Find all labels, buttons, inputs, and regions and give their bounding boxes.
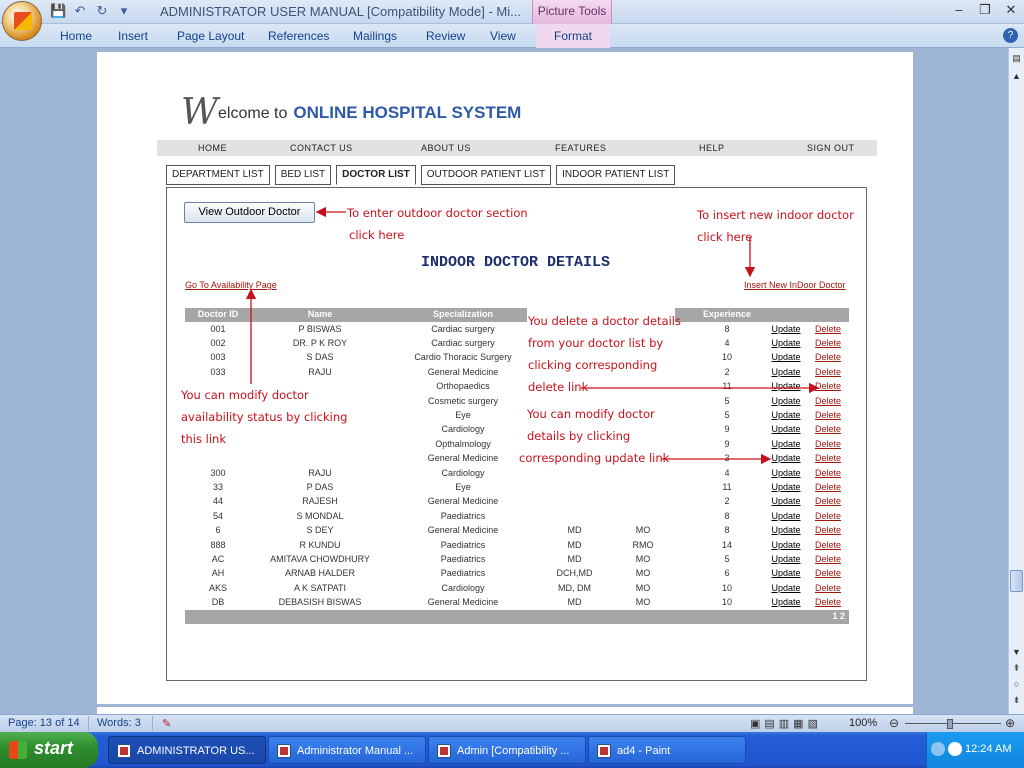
cell-name: AMITAVA CHOWDHURY — [270, 554, 370, 564]
cell-doctor-id: 033 — [210, 366, 226, 377]
taskbar-item-paint[interactable] — [588, 736, 746, 764]
view-buttons-icon[interactable]: ▣▤▥▦▧ — [750, 718, 822, 730]
annotation-line: clicking corresponding — [528, 358, 658, 372]
cell-specialization: Eye — [455, 482, 471, 492]
scroll-thumb[interactable] — [1010, 570, 1023, 592]
cell-experience: 11 — [722, 381, 732, 392]
office-button[interactable] — [2, 1, 42, 41]
cell-name: RAJU — [308, 467, 332, 478]
cell-name: RAJU — [308, 366, 332, 377]
cell-specialization: Paediatrics — [440, 539, 486, 550]
next-page-edge — [97, 704, 913, 714]
word-doc-icon — [117, 744, 131, 758]
cell-experience: 4 — [724, 338, 730, 348]
tab-bed-list[interactable]: BED LIST — [275, 165, 331, 185]
cell-specialization: Cardio Thoracic Surgery — [414, 352, 512, 363]
cell-qualification: MD, DM — [558, 582, 591, 593]
cell-specialization: General Medicine — [427, 597, 499, 608]
cell-name: A K SATPATI — [293, 582, 346, 593]
delete-link[interactable]: Delete — [814, 539, 841, 550]
annotation-line: corresponding update link — [519, 451, 670, 465]
cell-experience: 6 — [724, 568, 730, 579]
next-page-icon[interactable]: ⇟ — [1012, 695, 1021, 705]
update-link[interactable]: Update — [771, 496, 801, 507]
site-nav-bar — [157, 140, 877, 156]
table-row — [185, 337, 849, 351]
site-nav-help[interactable]: HELP — [699, 143, 725, 153]
site-nav-about[interactable]: ABOUT US — [421, 143, 471, 153]
zoom-in-icon[interactable]: ⊕ — [1005, 716, 1016, 730]
cell-doctor-id: 6 — [215, 525, 221, 536]
cell-qualification: DCH,MD — [556, 568, 593, 579]
table-row — [185, 467, 849, 481]
header-experience: Experience — [702, 309, 752, 319]
delete-link[interactable]: Delete — [814, 453, 841, 464]
taskbar-item-admin-manual[interactable] — [108, 736, 266, 764]
cell-experience: 9 — [724, 438, 730, 449]
table-row — [185, 481, 849, 495]
taskbar-item-label: ad4 - Paint — [617, 745, 671, 757]
taskbar-item-admin-compat[interactable] — [428, 736, 586, 764]
ruler-toggle-icon[interactable]: ▤ — [1012, 53, 1021, 63]
delete-link[interactable]: Delete — [814, 496, 841, 507]
pagination[interactable]: 1 2 — [832, 611, 845, 621]
tab-mailings[interactable]: Mailings — [353, 29, 398, 43]
tab-doctor-list[interactable]: DOCTOR LIST — [336, 165, 416, 185]
cell-experience: 10 — [721, 597, 732, 608]
cell-experience: 5 — [724, 410, 730, 420]
site-nav-home[interactable]: HOME — [198, 143, 227, 153]
delete-link[interactable]: Delete — [814, 352, 841, 363]
delete-link[interactable]: Delete — [814, 597, 841, 608]
tab-home[interactable]: Home — [60, 29, 93, 43]
cell-experience: 5 — [724, 554, 730, 564]
cell-name: R KUNDU — [299, 539, 341, 550]
cell-experience: 8 — [724, 525, 730, 536]
window-title: ADMINISTRATOR USER MANUAL [Compatibility Mode] - Mi... — [160, 4, 521, 19]
cell-qualification: MD — [567, 539, 582, 550]
word-doc-icon — [277, 744, 291, 758]
list-tabs — [166, 165, 675, 185]
cell-doctor-id: 888 — [210, 539, 226, 550]
panel-title: INDOOR DOCTOR DETAILS — [421, 254, 611, 271]
cell-doctor-id: 001 — [210, 323, 226, 334]
zoom-level[interactable]: 100% — [849, 717, 878, 729]
annotation-availability — [181, 384, 347, 450]
cell-name: DR. P K ROY — [292, 338, 348, 348]
update-link[interactable]: Update — [771, 525, 801, 536]
view-outdoor-doctor-button[interactable]: View Outdoor Doctor — [184, 202, 315, 223]
undo-icon[interactable]: ↶ — [74, 3, 86, 18]
cell-name: P DAS — [306, 482, 334, 492]
update-link[interactable]: Update — [771, 352, 801, 363]
update-link[interactable]: Update — [771, 410, 801, 420]
cell-experience: 14 — [721, 539, 732, 550]
delete-link[interactable]: Delete — [814, 582, 841, 593]
tab-page-layout[interactable]: Page Layout — [177, 29, 245, 43]
cell-experience: 11 — [722, 482, 732, 492]
annotation-line: You can modify doctor — [181, 388, 309, 402]
close-button[interactable]: ✕ — [1005, 2, 1017, 17]
windows-flag-icon — [9, 741, 27, 759]
minimize-button[interactable]: – — [955, 2, 963, 17]
cell-doctor-id: 300 — [210, 467, 226, 478]
table-row — [185, 524, 849, 538]
vertical-scrollbar[interactable] — [1008, 48, 1024, 714]
table-row — [185, 539, 849, 553]
cell-qualification: MD — [567, 597, 582, 608]
previous-page-icon[interactable]: ⇞ — [1012, 663, 1021, 673]
site-welcome-header — [181, 92, 521, 133]
cell-experience: 2 — [724, 496, 730, 507]
annotation-line: click here — [349, 228, 405, 242]
insert-doctor-link[interactable]: Insert New InDoor Doctor — [744, 280, 846, 290]
cell-experience: 2 — [724, 366, 730, 377]
delete-link[interactable]: Delete — [814, 424, 841, 435]
annotation-line: this link — [181, 432, 226, 446]
header-specialization: Specialization — [432, 309, 494, 319]
paint-icon — [597, 744, 611, 758]
annotation-line: click here — [697, 230, 753, 244]
annotation-line: You delete a doctor details — [528, 314, 681, 328]
cell-designation: MO — [635, 525, 651, 536]
cell-name: DEBASISH BISWAS — [278, 597, 362, 608]
annotation-line: availability status by clicking — [181, 410, 348, 424]
quick-access-toolbar — [50, 3, 132, 19]
cell-specialization: Cardiology — [441, 467, 485, 478]
cell-doctor-id: AC — [211, 554, 225, 564]
zoom-track — [905, 723, 1001, 724]
cell-designation: MO — [635, 597, 651, 608]
cell-experience: 8 — [724, 323, 730, 334]
cell-specialization: Orthopaedics — [436, 381, 490, 392]
site-nav-signout[interactable]: SIGN OUT — [807, 143, 855, 153]
annotation-update — [519, 403, 669, 469]
update-link[interactable]: Update — [771, 338, 801, 348]
cell-doctor-id: DB — [211, 597, 225, 608]
help-icon[interactable]: ? — [1003, 28, 1018, 43]
save-icon[interactable]: 💾 — [50, 3, 67, 18]
cell-experience: 3 — [724, 453, 730, 464]
delete-link[interactable]: Delete — [814, 510, 841, 521]
tray-expand-icon[interactable] — [931, 742, 945, 756]
delete-link[interactable]: Delete — [814, 338, 841, 348]
taskbar-item-label: Administrator Manual ... — [297, 745, 414, 757]
tab-insert[interactable]: Insert — [118, 29, 149, 43]
cell-designation: MO — [635, 554, 651, 564]
tab-references[interactable]: References — [268, 29, 330, 43]
cell-specialization: Paediatrics — [440, 510, 486, 521]
site-nav-features[interactable]: FEATURES — [555, 143, 607, 153]
annotation-insert — [697, 204, 854, 248]
tab-indoor-patient-list[interactable]: INDOOR PATIENT LIST — [556, 165, 675, 185]
site-nav-contact[interactable]: CONTACT US — [290, 143, 353, 153]
annotation-line: from your doctor list by — [528, 336, 664, 350]
table-row — [185, 510, 849, 524]
scroll-up-icon[interactable]: ▲ — [1012, 71, 1021, 81]
status-bar — [0, 714, 1024, 732]
tab-review[interactable]: Review — [426, 29, 466, 43]
update-link[interactable]: Update — [771, 438, 801, 449]
cell-name: S MONDAL — [296, 510, 344, 521]
site-brand: ONLINE HOSPITAL SYSTEM — [293, 103, 522, 122]
delete-link[interactable]: Delete — [814, 568, 841, 579]
customize-qat-icon[interactable]: ▾ — [120, 3, 128, 18]
cell-doctor-id: 54 — [212, 510, 223, 521]
update-link[interactable]: Update — [771, 395, 801, 406]
delete-link[interactable]: Delete — [814, 467, 841, 478]
availability-link[interactable]: Go To Availability Page — [185, 280, 277, 290]
system-tray — [926, 732, 1024, 768]
cell-designation: MO — [635, 582, 651, 593]
delete-link[interactable]: Delete — [814, 323, 841, 334]
page-count[interactable]: Page: 13 of 14 — [8, 717, 80, 729]
cell-doctor-id: 003 — [210, 352, 226, 363]
update-link[interactable]: Update — [771, 482, 801, 492]
tab-format[interactable]: Format — [536, 24, 610, 48]
cell-doctor-id: AKS — [208, 582, 227, 593]
document-page — [97, 52, 913, 714]
header-name: Name — [307, 309, 333, 319]
cell-specialization: Cardiology — [441, 582, 485, 593]
table-row — [185, 495, 849, 509]
cell-designation: RMO — [632, 539, 654, 550]
delete-link[interactable]: Delete — [814, 482, 841, 492]
tab-outdoor-patient-list[interactable]: OUTDOOR PATIENT LIST — [421, 165, 551, 185]
redo-icon[interactable]: ↻ — [96, 3, 108, 18]
title-bar — [0, 0, 1024, 24]
update-link[interactable]: Update — [771, 424, 801, 435]
volume-icon[interactable] — [948, 742, 962, 756]
cell-specialization: General Medicine — [427, 453, 499, 464]
table-row — [185, 366, 849, 380]
cell-name: RAJESH — [302, 496, 338, 507]
update-link[interactable]: Update — [771, 539, 801, 550]
cell-doctor-id: 44 — [212, 496, 223, 507]
status-separator — [152, 716, 153, 731]
taskbar-item-administrator-manual[interactable] — [268, 736, 426, 764]
delete-link[interactable]: Delete — [814, 525, 841, 536]
update-link[interactable]: Update — [771, 453, 801, 464]
start-label: start — [34, 738, 74, 758]
annotation-outdoor — [347, 202, 528, 246]
table-row — [185, 567, 849, 581]
word-doc-icon — [437, 744, 451, 758]
table-header-row — [185, 308, 849, 322]
proofing-icon[interactable]: ✎ — [162, 718, 172, 730]
update-link[interactable]: Update — [771, 381, 801, 392]
taskbar-item-label: Admin [Compatibility ... — [457, 745, 570, 757]
cell-name: ARNAB HALDER — [284, 568, 356, 579]
annotation-line: To insert new indoor doctor — [697, 208, 854, 222]
cell-experience: 10 — [721, 582, 732, 593]
window-controls — [950, 2, 1020, 18]
scroll-down-icon[interactable]: ▼ — [1012, 647, 1021, 657]
welcome-text: elcome to — [218, 105, 288, 122]
annotation-line: You can modify doctor — [527, 407, 655, 421]
office-logo-icon — [14, 12, 32, 30]
table-footer — [185, 610, 849, 624]
delete-link[interactable]: Delete — [814, 381, 841, 392]
delete-link[interactable]: Delete — [814, 366, 841, 377]
table-row — [185, 351, 849, 365]
cell-doctor-id: 33 — [212, 482, 223, 492]
update-link[interactable]: Update — [771, 366, 801, 377]
cell-specialization: Cosmetic surgery — [427, 395, 499, 406]
tab-department-list[interactable]: DEPARTMENT LIST — [166, 165, 270, 185]
cell-experience: 10 — [721, 352, 732, 363]
table-row — [185, 596, 849, 610]
delete-link[interactable]: Delete — [814, 554, 841, 564]
ribbon-tabs — [0, 24, 1024, 48]
clock: 12:24 AM — [965, 743, 1012, 755]
cell-experience: 5 — [724, 395, 730, 406]
update-link[interactable]: Update — [771, 510, 801, 521]
document-area — [0, 48, 1008, 714]
update-link[interactable]: Update — [771, 554, 801, 564]
select-browse-object-icon[interactable]: ○ — [1013, 679, 1020, 689]
cell-name: S DEY — [306, 525, 334, 536]
cell-specialization: Cardiology — [441, 424, 485, 435]
tab-view[interactable]: View — [490, 29, 516, 43]
table-row — [185, 452, 849, 466]
update-link[interactable]: Update — [771, 467, 801, 478]
cell-experience: 9 — [724, 424, 730, 435]
cell-specialization: Cardiac surgery — [431, 323, 495, 334]
status-separator — [88, 716, 89, 731]
cell-experience: 4 — [724, 467, 730, 478]
cell-specialization: General Medicine — [427, 525, 499, 536]
cell-specialization: General Medicine — [427, 496, 499, 507]
cell-name: P BISWAS — [298, 323, 342, 334]
cell-specialization: Paediatrics — [440, 554, 486, 564]
header-doctor-id: Doctor ID — [197, 309, 239, 319]
annotation-delete — [528, 310, 681, 398]
cell-specialization: Eye — [455, 410, 471, 420]
update-link[interactable]: Update — [771, 323, 801, 334]
delete-link[interactable]: Delete — [814, 410, 841, 420]
update-link[interactable]: Update — [771, 568, 801, 579]
maximize-button[interactable]: ❐ — [979, 2, 991, 17]
cell-specialization: Cardiac surgery — [431, 338, 495, 348]
cell-doctor-id: 002 — [210, 338, 226, 348]
annotation-line: To enter outdoor doctor section — [347, 206, 528, 220]
cell-name: S DAS — [306, 352, 334, 363]
delete-link[interactable]: Delete — [814, 438, 841, 449]
cell-specialization: Opthalmology — [435, 438, 491, 449]
table-row — [185, 582, 849, 596]
cell-specialization: Paediatrics — [440, 568, 486, 579]
cell-experience: 8 — [724, 510, 730, 521]
cell-designation: MO — [635, 568, 651, 579]
doctor-panel — [166, 187, 867, 681]
taskbar — [0, 732, 1024, 768]
cell-qualification: MD — [567, 525, 582, 536]
update-link[interactable]: Update — [771, 597, 801, 608]
table-row — [185, 553, 849, 567]
word-count[interactable]: Words: 3 — [97, 717, 141, 729]
taskbar-item-label: ADMINISTRATOR US... — [137, 745, 255, 757]
cell-doctor-id: AH — [211, 568, 225, 579]
cell-qualification: MD — [567, 554, 582, 564]
table-row — [185, 323, 849, 337]
annotation-line: details by clicking — [527, 429, 631, 443]
delete-link[interactable]: Delete — [814, 395, 841, 406]
cell-specialization: General Medicine — [427, 366, 499, 377]
zoom-slider[interactable] — [889, 716, 1016, 730]
update-link[interactable]: Update — [771, 582, 801, 593]
zoom-knob[interactable] — [947, 719, 953, 729]
zoom-out-icon[interactable]: ⊖ — [889, 716, 900, 730]
annotation-line: delete link — [528, 380, 589, 394]
start-button[interactable] — [0, 732, 98, 768]
welcome-initial: W — [181, 92, 219, 133]
picture-tools-context-tab: Picture Tools — [532, 0, 612, 24]
